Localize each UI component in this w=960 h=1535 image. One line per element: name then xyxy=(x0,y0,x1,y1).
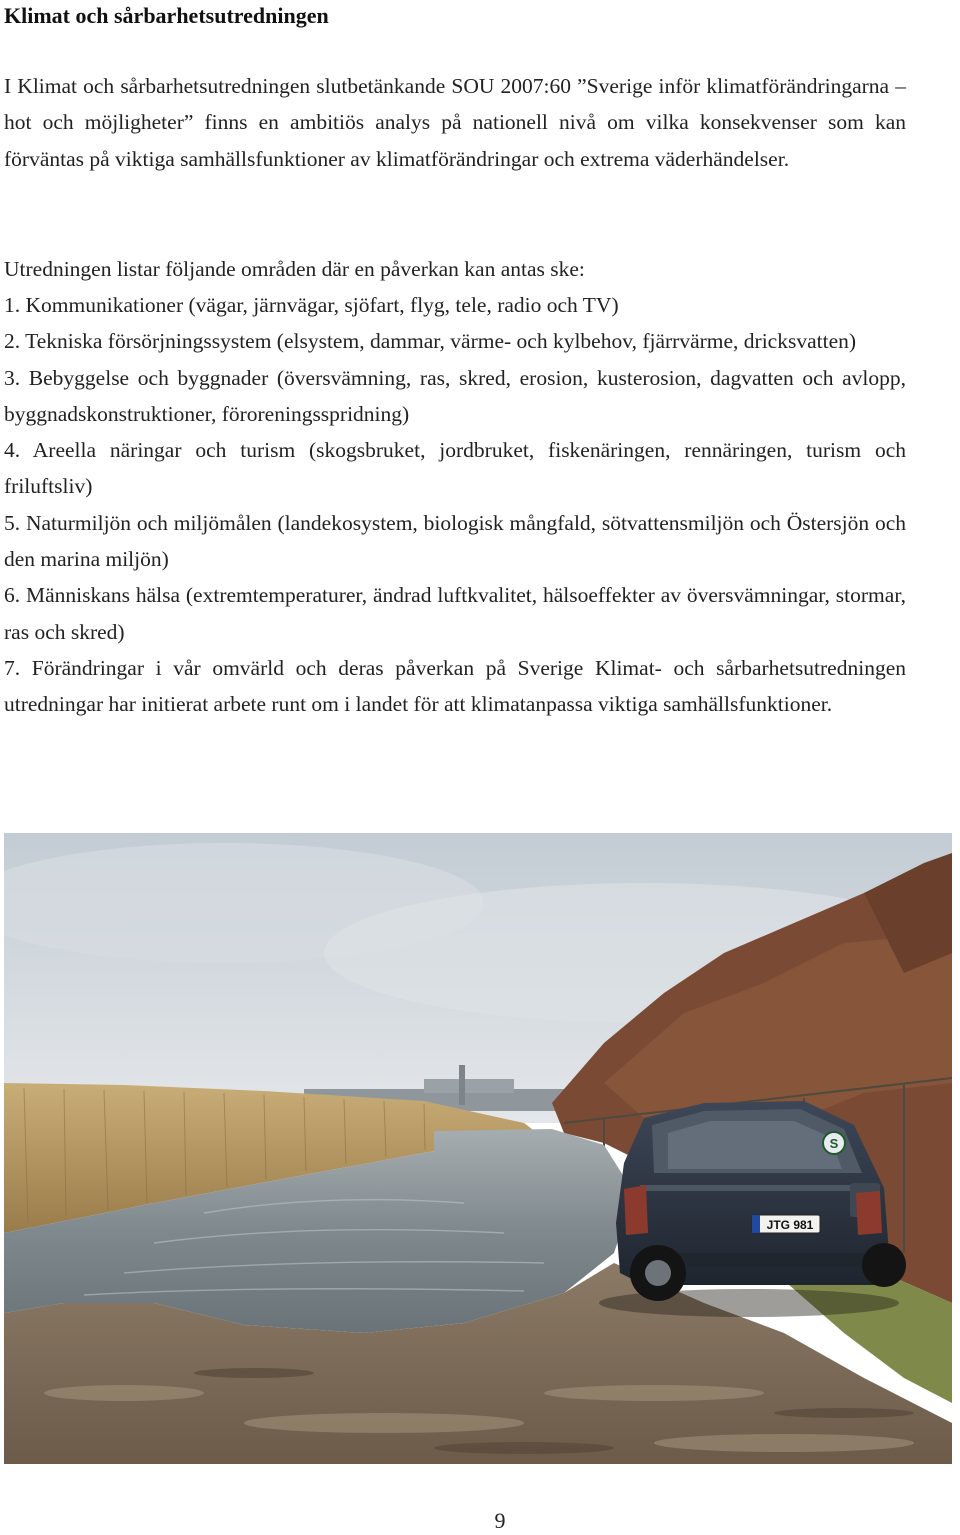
license-plate-text: JTG 981 xyxy=(766,1218,814,1232)
list-intro: Utredningen listar följande områden där en påverkan kan antas ske: xyxy=(4,257,585,281)
list-item: 4. Areella näringar och turism (skogsbruket, jordbruket, fiskenäringen, rennäringen, turism och friluftsliv) xyxy=(4,438,906,499)
list-item: 2. Tekniska försörjningssystem (elsystem, dammar, värme- och kylbehov, fjärrvärme, dricksvatten) xyxy=(4,329,857,354)
list-item: 6. Människans hälsa (extremtemperaturer, ändrad luftkvalitet, hälsoeffekter av översvämningar, stormar, ras och skred) xyxy=(4,583,906,644)
page-title: Klimat och sårbarhetsutredningen xyxy=(4,3,329,28)
intro-paragraph: I Klimat och sårbarhetsutredningen slutbetänkande SOU 2007:60 ”Sverige inför klimatförändringarna – hot och möjligheter” finns en ambitiös analys på nationell nivå om vilka konsekvenser som kan förväntas på viktiga samhällsfunktioner av klimatförändringar och extrema väderhändelser. xyxy=(4,74,906,171)
list-item: 3. Bebyggelse och byggnader (översvämning, ras, skred, erosion, kusterosion, dagvatten och avlopp, byggnadskonstruktioner, föroreningsspridning) xyxy=(4,365,906,426)
badge-letter: S xyxy=(829,1136,839,1151)
impact-area-list xyxy=(4,287,906,723)
list-item: 5. Naturmiljön och miljömålen (landekosystem, biologisk mångfald, sötvattensmiljön och Östersjön och den marina miljön) xyxy=(4,510,906,572)
list-item: 1. Kommunikationer (vägar, järnvägar, sjöfart, flyg, tele, radio och TV) xyxy=(4,293,619,317)
list-item: 7. Förändringar i vår omvärld och deras påverkan på Sverige Klimat- och sårbarhetsutredningen utredningar har initierat arbete runt om i landet för att klimatanpassa viktiga samhällsfunktioner. xyxy=(4,655,906,717)
page-number: 9 xyxy=(494,1508,506,1533)
flooded-road-photo xyxy=(4,833,952,1464)
